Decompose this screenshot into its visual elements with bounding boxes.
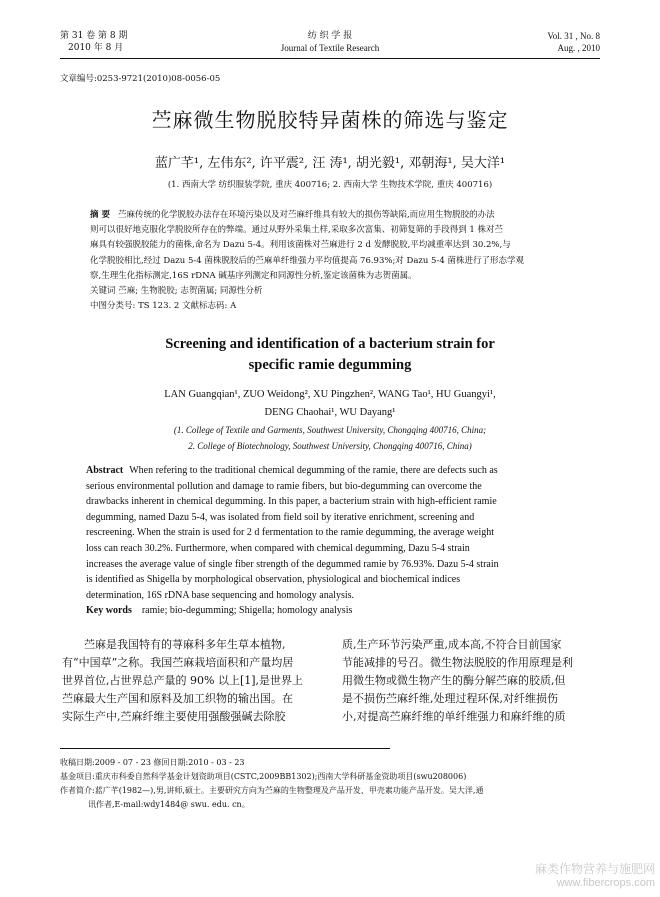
classification: 中图分类号: TS 123. 2 文献标志码: A xyxy=(90,301,237,312)
header-rule xyxy=(60,58,600,59)
affiliation-en-line: 2. College of Biotechnology, Southwest University, Chongqing 400716, China) xyxy=(188,441,472,451)
journal-name-cn: 纺 织 学 报 xyxy=(307,31,353,41)
watermark-url: www.fibercrops.com xyxy=(556,877,655,889)
authors-en xyxy=(60,386,600,422)
authors-cn: 蓝广芊¹, 左伟东², 许平震², 汪 涛¹, 胡光毅¹, 邓朝海¹, 吴大洋¹ xyxy=(154,156,506,171)
affiliation-cn: (1. 西南大学 纺织服装学院, 重庆 400716; 2. 西南大学 生物技术学院, 重庆 400716) xyxy=(167,180,493,190)
footnote xyxy=(60,756,605,812)
affiliation-en xyxy=(60,422,600,454)
body-column-right xyxy=(342,636,604,726)
abstract-cn-line: 化学脱胶相比,经过 Dazu 5-4 菌株脱胶后的苎麻单纤维强力平均值提高 76.93%;对 Dazu 5-4 菌株进行了形态学观 xyxy=(90,255,524,266)
fund-info: 基金项目:重庆市科委自然科学基金计划资助项目(CSTC,2009BB1302);西南大学科研基金资助项目(swu208006) xyxy=(60,772,467,781)
volume-en: Vol. 31 , No. 8 xyxy=(547,31,600,41)
abstract-en-line: determination, 16S rDNA base sequencing and homology analysis. xyxy=(86,589,355,601)
body-column-left xyxy=(62,636,332,726)
issue-date: 2010 年 8 月 xyxy=(68,43,124,53)
watermark-text: 麻类作物营养与施肥网 xyxy=(534,862,655,876)
abstract-en-line: serious environmental pollution and damage to ramie fibers, but bio-degumming can overcome the xyxy=(86,480,482,492)
abstract-en xyxy=(86,463,586,619)
title-en-line: specific ramie degumming xyxy=(248,357,412,373)
footnote-rule xyxy=(60,748,390,749)
body-line: 有“中国草”之称。我国苎麻栽培面积和产量均居 xyxy=(62,656,294,669)
body-line: 质,生产环节污染严重,成本高,不符合目前国家 xyxy=(342,638,562,651)
abstract-cn xyxy=(90,208,586,314)
abstract-en-line: increases the average value of single fiber strength of the degummed ramie by 76.93%. Dazu 5-4 strain xyxy=(86,558,499,570)
affiliation-en-line: (1. College of Textile and Garments, Southwest University, Chongqing 400716, China; xyxy=(173,425,487,435)
body-line: 实际生产中,苎麻纤维主要使用强酸强碱去除胶 xyxy=(62,710,286,723)
date-en: Aug. , 2010 xyxy=(557,43,600,53)
abstract-cn-line: 察,生理生化指标测定,16S rDNA 碱基序列测定和同源性分析,鉴定该菌株为志贺菌属。 xyxy=(90,270,417,281)
keywords-en: ramie; bio-degumming; Shigella; homology analysis xyxy=(141,605,353,617)
abstract-en-line: When refering to the traditional chemical degumming of the ramie, there are defects such as xyxy=(129,465,498,476)
abstract-en-label: Abstract xyxy=(86,465,124,476)
article-number: 文章编号:0253-9721(2010)08-0056-05 xyxy=(60,74,221,84)
header-center xyxy=(230,30,430,54)
abstract-cn-line: 苎麻传统的化学脱胶办法存在环境污染以及对苎麻纤维具有较大的损伤等缺陷,而应用生物脱胶的办法 xyxy=(117,210,495,220)
body-line: 苎麻最大生产国和原料及加工织物的输出国。在 xyxy=(62,692,293,705)
abstract-cn-line: 则可以很好地克服化学脱胶所存在的弊端。通过从野外采集土样,采取多次富集、初筛复筛的手段得到 1 株对苎 xyxy=(90,225,504,236)
author-bio: 作者简介:蓝广芊(1982—),男,讲师,硕士。主要研究方向为苎麻的生物整理及产品开发、甲壳素功能产品开发。吴大洋,通 xyxy=(60,786,484,795)
abstract-cn-label: 摘 要 xyxy=(90,210,110,220)
authors-en-line: DENG Chaohai¹, WU Dayang¹ xyxy=(264,407,396,418)
abstract-en-line: degumming, named Dazu 5-4, was isolated from field soil by iterative enrichment, screening and xyxy=(86,511,475,523)
received-dates: 收稿日期:2009 - 07 - 23 修回日期:2010 - 03 - 23 xyxy=(60,758,245,767)
body-line: 世界首位,占世界总产量的 90% 以上[1],是世界上 xyxy=(62,674,304,687)
watermark xyxy=(520,862,655,890)
keywords-cn: 关键词 苎麻; 生物脱胶; 志贺菌属; 同源性分析 xyxy=(90,286,263,297)
journal-name-en: Journal of Textile Research xyxy=(280,43,380,53)
title-en xyxy=(60,334,600,376)
body-line: 用微生物或微生物产生的酶分解苎麻的胶质,但 xyxy=(342,674,566,687)
keywords-en-label: Key words xyxy=(86,605,132,617)
abstract-cn-line: 麻具有较强脱胶能力的菌株,命名为 Dazu 5-4。利用该菌株对苎麻进行 2 d 发酵脱胶,平均减重率达到 30.2%,与 xyxy=(90,240,511,251)
body-line: 苎麻是我国特有的荨麻科多年生草本植物, xyxy=(84,638,286,651)
abstract-en-line: rescreening. When the strain is used for 2 d fermentation to the ramie degumming, the average weight xyxy=(86,527,495,539)
header-left xyxy=(60,30,127,54)
body-line: 是不损伤苎麻纤维,处理过程环保,对纤维损伤 xyxy=(342,692,558,705)
body-line: 小,对提高苎麻纤维的单纤维强力和麻纤维的质 xyxy=(342,710,566,723)
abstract-en-line: loss can reach 30.2%. Furthermore, when compared with chemical degumming, Dazu 5-4 strain xyxy=(86,542,470,554)
abstract-en-line: drawbacks inherent in chemical degumming. In this paper, a bacterium strain with high-efficient ramie xyxy=(86,496,497,508)
authors-en-line: LAN Guangqian¹, ZUO Weidong², XU Pingzhen², WANG Tao¹, HU Guangyi¹, xyxy=(164,389,496,400)
volume-issue: 第 31 卷 第 8 期 xyxy=(60,31,128,41)
body-line: 节能减排的号召。微生物法脱胶的作用原理是利 xyxy=(342,656,573,669)
title-cn: 苎麻微生物脱胶特异菌株的筛选与鉴定 xyxy=(151,108,509,132)
abstract-en-line: is identified as Shigella by morphological observation, physiological and biochemical indices xyxy=(86,574,461,586)
author-bio-cont: 讯作者,E-mail:wdy1484@ swu. edu. cn。 xyxy=(88,800,250,809)
header-right xyxy=(500,30,600,54)
title-en-line: Screening and identification of a bacterium strain for xyxy=(165,336,495,352)
